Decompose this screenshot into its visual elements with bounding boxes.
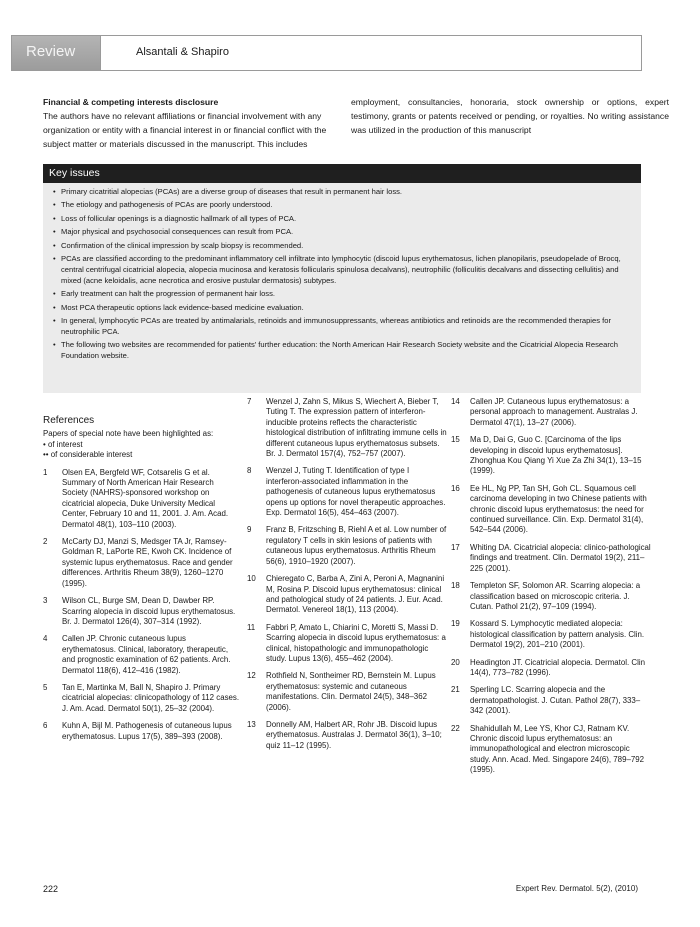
reference-item <box>451 685 651 716</box>
reference-item <box>43 537 241 589</box>
reference-text: Ee HL, Ng PP, Tan SH, Goh CL. Squamous cell carcinoma developing in two Chinese patients with chronic discoid lupus erythematosus: the need for continued surveillance. Clin. Exp. Dermatol 31(4), 542–544 (2006). <box>470 483 647 535</box>
reference-item <box>247 525 447 567</box>
reference-text: Templeton SF, Solomon AR. Scarring alopecia: a classification based on microscopic criteria. J. Cutan. Pathol 21(2), 97–109 (1994). <box>470 581 641 611</box>
reference-item <box>247 671 447 713</box>
reference-number: 1 <box>43 467 48 477</box>
reference-item <box>43 683 241 714</box>
references-column-1 <box>43 416 241 742</box>
disclosure-title: Financial & competing interests disclosure <box>43 97 219 107</box>
reference-number: 22 <box>451 723 460 733</box>
disclosure-left-column <box>43 95 353 151</box>
reference-number: 13 <box>247 719 256 729</box>
reference-number: 9 <box>247 525 252 535</box>
key-issue-item: • Most PCA therapeutic options lack evidence-based medicine evaluation. <box>53 303 633 314</box>
key-issues-list <box>43 183 641 361</box>
reference-number: 17 <box>451 542 460 552</box>
key-issue-item: • Loss of follicular openings is a diagnostic hallmark of all types of PCA. <box>53 214 633 225</box>
reference-text: Kuhn A, Bijl M. Pathogenesis of cutaneous lupus erythematosus. Lupus 17(5), 389–393 (2008). <box>62 721 232 741</box>
key-issue-item: • Primary cicatritial alopecias (PCAs) are a diverse group of diseases that result in permanent hair loss. <box>53 187 633 198</box>
references-column-2 <box>247 397 447 751</box>
reference-number: 8 <box>247 466 252 476</box>
reference-text: Ma D, Dai G, Guo C. [Carcinoma of the lips developing in discoid lupus erythematosus]. Zhonghua Kou Qiang Yi Xue Za Zhi 34(1), 13–15 (1999). <box>470 435 642 476</box>
references-title: References <box>43 415 95 426</box>
references-legend-1: • of interest <box>43 439 83 449</box>
key-issue-item: • The following two websites are recommended for patients' further education: the North American Hair Research Society website and the Cicatricial Alopecia Research Foundation website. <box>53 340 633 361</box>
reference-text: Franz B, Fritzsching B, Riehl A et al. Low number of regulatory T cells in skin lesions of patients with cutaneous lupus erythematosus. Arthritis Rheum 56(6), 1910–1920 (2007). <box>266 525 447 566</box>
reference-item <box>451 658 651 679</box>
reference-item <box>451 397 651 428</box>
reference-item <box>247 466 447 518</box>
disclosure-right-column: employment, consultancies, honoraria, stock ownership or options, expert testimony, grants or patents received or pending, or royalties. No writing assistance was utilized in the production of this manuscript <box>351 97 669 135</box>
reference-text: Callen JP. Cutaneous lupus erythematosus: a personal approach to management. Australas J. Dermatol 47(1), 13–27 (2006). <box>470 397 638 427</box>
reference-text: Shahidullah M, Lee YS, Khor CJ, Ratnam KV. Chronic discoid lupus erythematosus: an immunopathological and electron microscopic study. Ann. Acad. Med. Singapore 24(6), 789–792 (1995). <box>470 723 645 775</box>
reference-number: 2 <box>43 537 48 547</box>
reference-number: 18 <box>451 581 460 591</box>
reference-item <box>247 720 447 751</box>
reference-item <box>451 435 651 477</box>
reference-item <box>247 397 447 459</box>
reference-text: Tan E, Martinka M, Ball N, Shapiro J. Primary cicatricial alopecias: clinicopathology of 112 cases. J. Am. Acad. Dermatol 50(1), 25–32 (2004). <box>62 682 240 713</box>
references-note: Papers of special note have been highlighted as: <box>43 429 214 439</box>
page-number: 222 <box>43 884 59 894</box>
reference-text: Wenzel J, Tuting T. Identification of type I interferon-associated inflammation in the pathogenesis of cutaneous lupus erythematosus opens up options for novel therapeutic approaches. Exp. Dermatol 16(5), 454–463 (2007). <box>266 466 446 518</box>
reference-text: Rothfield N, Sontheimer RD, Bernstein M. Lupus erythematosus: systemic and cutaneous manifestations. Clin. Dermatol 24(5), 348–362 (2006). <box>266 671 436 712</box>
section-tab <box>12 36 112 70</box>
journal-citation: Expert Rev. Dermatol. 5(2), (2010) <box>515 884 638 893</box>
reference-text: Callen JP. Chronic cutaneous lupus erythematosus. Clinical, laboratory, therapeutic, and prognostic examination of 62 patients. Arch. Dermatol 118(6), 412–416 (1982). <box>62 634 231 675</box>
reference-item <box>247 574 447 616</box>
running-authors: Alsantali & Shapiro <box>136 46 229 58</box>
reference-number: 5 <box>43 682 48 692</box>
references-legend-2: •• of considerable interest <box>43 450 133 460</box>
reference-item <box>451 724 651 776</box>
reference-item <box>451 581 651 612</box>
reference-text: Headington JT. Cicatricial alopecia. Dermatol. Clin 14(4), 773–782 (1996). <box>470 657 645 677</box>
reference-item <box>451 484 651 536</box>
reference-number: 20 <box>451 657 460 667</box>
reference-text: Olsen EA, Bergfeld WF, Cotsarelis G et al. Summary of North American Hair Research Society (NAHRS)-sponsored workshop on cicatricial alopecia, Duke University Medical Center, February 10 and 11, 2001. J. Am. Acad. Dermatol 48(1), 103–110 (2003). <box>62 467 229 529</box>
reference-text: Wenzel J, Zahn S, Mikus S, Wiechert A, Bieber T, Tuting T. The expression pattern of interferon-inducible proteins reflects the characteristic histological distribution of infiltrating immune cells in different cutaneous lupus erythematosus subsets. Br. J. Dermatol 157(4), 752–757 (2007). <box>266 397 447 459</box>
key-issue-item: • Major physical and psychosocial consequences can result from PCA. <box>53 227 633 238</box>
reference-number: 19 <box>451 619 460 629</box>
reference-item <box>43 596 241 627</box>
references-column-3 <box>451 397 651 776</box>
reference-number: 3 <box>43 596 48 606</box>
reference-text: Fabbri P, Amato L, Chiarini C, Moretti S, Massi D. Scarring alopecia in discoid lupus erythematosus: a clinical, histopathologic and immunopathologic study. Lupus 13(6), 455–462 (2004). <box>266 622 446 663</box>
reference-text: Wilson CL, Burge SM, Dean D, Dawber RP. Scarring alopecia in discoid lupus erythematosus. Br. J. Dermatol 126(4), 307–314 (1992). <box>62 596 236 626</box>
reference-number: 10 <box>247 574 256 584</box>
reference-item <box>43 468 241 530</box>
reference-item <box>451 543 651 574</box>
reference-list-1 <box>43 468 241 742</box>
reference-number: 6 <box>43 721 48 731</box>
reference-item <box>43 721 241 742</box>
key-issue-item: • Early treatment can halt the progression of permanent hair loss. <box>53 289 633 300</box>
section-label: Review <box>26 43 76 60</box>
reference-item <box>247 623 447 665</box>
reference-number: 7 <box>247 397 252 406</box>
reference-number: 11 <box>247 622 256 632</box>
reference-number: 12 <box>247 671 256 681</box>
reference-number: 21 <box>451 685 460 695</box>
key-issue-item: • The etiology and pathogenesis of PCAs are poorly understood. <box>53 200 633 211</box>
reference-number: 16 <box>451 483 460 493</box>
key-issues-box <box>43 164 641 393</box>
reference-text: Sperling LC. Scarring alopecia and the dermatopathologist. J. Cutan. Pathol 28(7), 333–342 (2001). <box>470 685 641 716</box>
reference-text: Donnelly AM, Halbert AR, Rohr JB. Discoid lupus erythematosus. Australas J. Dermatol 36(1), 3–10; quiz 11–12 (1995). <box>266 719 442 750</box>
reference-text: Chieregato C, Barba A, Zini A, Peroni A, Magnanini M, Rosina P. Discoid lupus erythematosus: clinical and pathological study of 24 patients. J. Eur. Acad. Dermatol. Venereol 18(1), 113 (2004). <box>266 574 445 615</box>
reference-text: Kossard S. Lymphocytic mediated alopecia: histological classification by pattern analysis. Clin. Dermatol 19(2), 201–210 (2001). <box>470 619 645 650</box>
running-header <box>11 35 642 71</box>
reference-number: 4 <box>43 634 48 644</box>
reference-number: 14 <box>451 397 460 406</box>
reference-item <box>43 634 241 676</box>
key-issue-item: • PCAs are classified according to the predominant inflammatory cell infiltrate into lymphocytic (discoid lupus erythematosus, lichen planopilaris, pseudopelade of Brocq, central centrifugal cicatricial alopecia, alopecia mucinosa and keratosis follicularis spinulosa decalvans), neutrophilic (folliculitis decalvans and dissecting cellulitis) and mixed (acne keloidalis, acne necrotica and erosive pustular dermatosis) subtypes. <box>53 254 633 286</box>
reference-number: 15 <box>451 435 460 445</box>
reference-item <box>451 619 651 650</box>
key-issue-item: • In general, lymphocytic PCAs are treated by antimalarials, retinoids and immunosuppressants, whereas antibiotics and retinoids are the recommended therapies for neutrophilic PCA. <box>53 316 633 337</box>
reference-text: McCarty DJ, Manzi S, Medsger TA Jr, Ramsey-Goldman R, LaPorte RE, Kwoh CK. Incidence of systemic lupus erythematosus. Race and gender differences. Arthritis Rheum 38(9), 1260–1270 (1995). <box>62 537 233 588</box>
disclosure-text: The authors have no relevant affiliations or financial involvement with any organization or entity with a financial interest in or financial conflict with the subject matter or materials discussed in the manuscript. This includes <box>43 111 327 149</box>
key-issue-item: • Confirmation of the clinical impression by scalp biopsy is recommended. <box>53 241 633 252</box>
key-issues-title: Key issues <box>43 164 641 183</box>
reference-text: Whiting DA. Cicatricial alopecia: clinico-pathological findings and treatment. Clin. Dermatol 19(2), 211–225 (2001). <box>470 542 651 573</box>
